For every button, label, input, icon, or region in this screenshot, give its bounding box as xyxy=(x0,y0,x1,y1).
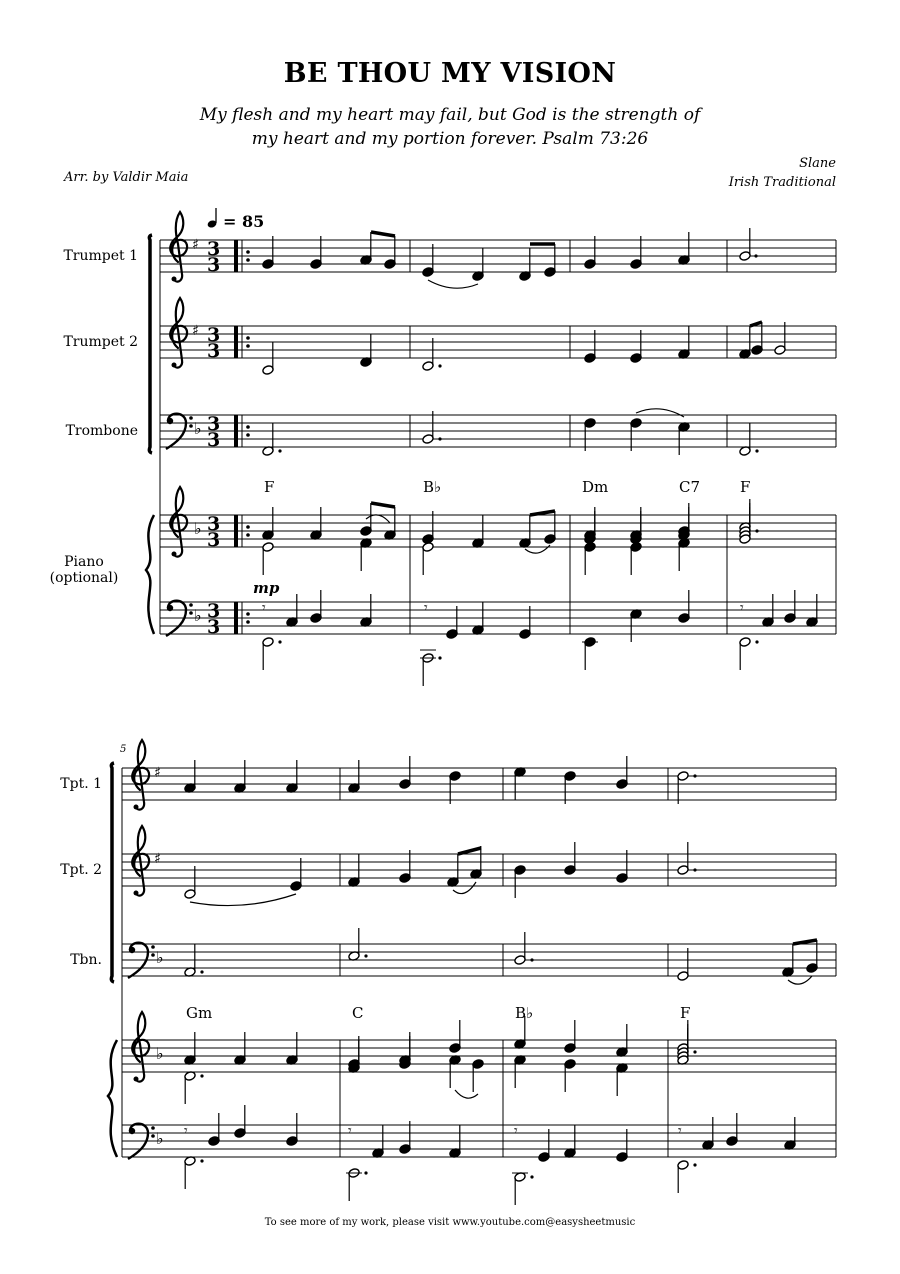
note xyxy=(422,511,434,544)
page-title: BE THOU MY VISION xyxy=(283,58,617,89)
key-signature-flat: ♭ xyxy=(194,419,202,438)
treble-clef-icon xyxy=(132,740,149,810)
time-signature-bottom: 3 xyxy=(207,340,221,362)
note xyxy=(360,232,372,265)
repeat-dot xyxy=(246,258,250,262)
repeat-dot xyxy=(246,612,250,616)
note xyxy=(184,1156,196,1189)
time-signature-top: 3 xyxy=(207,413,221,435)
key-signature-flat: ♭ xyxy=(156,948,164,967)
note xyxy=(630,609,642,642)
note xyxy=(262,542,274,575)
augmentation-dot xyxy=(364,954,367,957)
note xyxy=(519,515,531,548)
instrument-label-tpt-1: Tpt. 1 xyxy=(60,776,102,792)
note xyxy=(184,944,196,977)
augmentation-dot xyxy=(200,970,203,973)
augmentation-dot xyxy=(200,1159,203,1162)
slur xyxy=(455,1090,478,1098)
instrument-label-trombone: Trombone xyxy=(65,423,138,439)
note xyxy=(310,507,322,540)
note xyxy=(372,1125,384,1158)
subtitle-line-2: my heart and my portion forever. Psalm 73:26 xyxy=(251,129,649,149)
note xyxy=(564,1020,576,1053)
key-signature-sharp: ♯ xyxy=(154,851,161,867)
note xyxy=(739,228,751,261)
note xyxy=(286,1113,298,1146)
augmentation-dot xyxy=(530,1175,533,1178)
augmentation-dot xyxy=(278,640,281,643)
note xyxy=(544,511,556,544)
note xyxy=(360,594,372,627)
tempo-marking xyxy=(207,208,265,231)
note xyxy=(564,771,576,804)
note xyxy=(630,236,642,269)
note xyxy=(514,932,526,965)
note xyxy=(630,418,642,451)
time-signature-top: 3 xyxy=(207,513,221,535)
beam xyxy=(458,848,481,854)
augmentation-dot xyxy=(755,529,758,532)
note xyxy=(806,940,818,973)
note xyxy=(751,322,763,355)
note xyxy=(360,503,372,536)
note xyxy=(449,1125,461,1158)
note xyxy=(348,854,360,887)
note xyxy=(564,1125,576,1158)
piano-optional-label: (optional) xyxy=(49,570,119,586)
augmentation-dot xyxy=(530,958,533,961)
note xyxy=(677,948,689,981)
augmentation-dot xyxy=(755,449,758,452)
subtitle-line-1: My flesh and my heart may fail, but God is the strength of xyxy=(199,105,701,125)
instrument-label-trumpet-2: Trumpet 2 xyxy=(63,334,138,350)
instrument-label-tpt-2: Tpt. 2 xyxy=(60,862,102,878)
augmentation-dot xyxy=(200,1074,203,1077)
note xyxy=(678,422,690,455)
repeat-dot xyxy=(246,425,250,429)
time-signature-bottom: 3 xyxy=(207,429,221,451)
piano-brace xyxy=(146,515,154,634)
augmentation-dot xyxy=(755,640,758,643)
note xyxy=(399,1036,411,1069)
note xyxy=(678,326,690,359)
ensemble-bracket xyxy=(149,235,152,453)
note xyxy=(630,542,642,575)
key-signature-flat: ♭ xyxy=(194,519,202,538)
note xyxy=(677,771,689,804)
chord-symbol: F xyxy=(740,478,751,496)
note xyxy=(472,602,484,635)
beam xyxy=(793,940,817,944)
time-signature-bottom: 3 xyxy=(207,529,221,551)
note xyxy=(422,244,434,277)
note xyxy=(584,418,596,451)
note xyxy=(286,1032,298,1065)
note xyxy=(184,760,196,793)
chord-symbol: Gm xyxy=(186,1004,213,1022)
note xyxy=(782,944,794,977)
key-signature-sharp: ♯ xyxy=(154,765,161,781)
note xyxy=(184,1071,196,1104)
note xyxy=(514,1172,526,1205)
note xyxy=(678,232,690,265)
note xyxy=(784,1117,796,1150)
note xyxy=(538,1129,550,1162)
note xyxy=(616,1129,628,1162)
repeat-dot xyxy=(246,525,250,529)
chord-symbol: F xyxy=(680,1004,691,1022)
repeat-dot xyxy=(246,433,250,437)
key-signature-sharp: ♯ xyxy=(192,323,199,339)
note xyxy=(310,236,322,269)
key-signature-flat: ♭ xyxy=(194,606,202,625)
chord-symbol: F xyxy=(264,478,275,496)
note xyxy=(519,606,531,639)
note xyxy=(399,1121,411,1154)
augmentation-dot xyxy=(278,449,281,452)
slur xyxy=(428,280,478,288)
chord-symbols-system-2 xyxy=(186,1004,690,1022)
eighth-rest: 𝄾 xyxy=(424,600,428,616)
note xyxy=(564,842,576,875)
note xyxy=(630,330,642,363)
repeat-dot xyxy=(246,250,250,254)
chord-symbol: C xyxy=(352,1004,364,1022)
note xyxy=(806,594,818,627)
note xyxy=(449,771,461,804)
eighth-rest: 𝄾 xyxy=(678,1123,682,1139)
note xyxy=(739,637,751,670)
note xyxy=(262,342,274,375)
slur xyxy=(190,894,296,906)
note xyxy=(678,538,690,571)
chord-symbol: B♭ xyxy=(423,478,442,496)
note xyxy=(472,1059,484,1092)
augmentation-dot xyxy=(693,1050,696,1053)
slur xyxy=(788,976,812,984)
arranger-credit: Arr. by Valdir Maia xyxy=(64,170,189,185)
key-signature-sharp: ♯ xyxy=(192,237,199,253)
note xyxy=(449,1055,461,1088)
piano-brace xyxy=(108,1040,117,1157)
eighth-rest: 𝄾 xyxy=(262,600,266,616)
note xyxy=(677,842,689,875)
note xyxy=(208,1113,220,1146)
note xyxy=(616,850,628,883)
note xyxy=(584,236,596,269)
note xyxy=(472,515,484,548)
eighth-rest: 𝄾 xyxy=(514,1123,518,1139)
note xyxy=(310,590,322,623)
note xyxy=(262,423,274,456)
note xyxy=(348,928,360,961)
augmentation-dot xyxy=(438,437,441,440)
note xyxy=(584,511,596,544)
eighth-rest: 𝄾 xyxy=(740,600,744,616)
augmentation-dot xyxy=(438,656,441,659)
chord-symbol: C7 xyxy=(679,478,701,496)
treble-clef-icon xyxy=(132,826,149,896)
note xyxy=(360,334,372,367)
time-signature-top: 3 xyxy=(207,600,221,622)
note xyxy=(616,1024,628,1057)
instrument-label-tbn: Tbn. xyxy=(70,952,102,968)
tune-name: Slane xyxy=(799,156,836,171)
note xyxy=(739,423,751,456)
note xyxy=(449,1020,461,1053)
beam xyxy=(371,232,395,236)
note xyxy=(384,507,396,540)
eighth-rest: 𝄾 xyxy=(184,1123,188,1139)
note xyxy=(422,411,434,444)
note xyxy=(678,507,690,540)
augmentation-dot xyxy=(693,1163,696,1166)
augmentation-dot xyxy=(693,774,696,777)
note xyxy=(290,858,302,891)
note xyxy=(360,538,372,571)
piano-label: Piano xyxy=(64,554,104,570)
beam xyxy=(371,503,395,507)
note xyxy=(762,594,774,627)
augmentation-dot xyxy=(693,868,696,871)
origin: Irish Traditional xyxy=(728,175,836,190)
treble-clef-icon xyxy=(170,212,187,282)
treble-clef-icon xyxy=(132,1012,149,1082)
note xyxy=(739,326,751,359)
note xyxy=(678,590,690,623)
repeat-dot xyxy=(246,344,250,348)
beam xyxy=(750,322,762,326)
beam xyxy=(530,511,555,515)
note xyxy=(422,338,434,371)
note xyxy=(584,330,596,363)
treble-clef-icon xyxy=(170,298,187,368)
repeat-dot xyxy=(246,336,250,340)
note xyxy=(184,866,196,899)
tempo-value: = 85 xyxy=(223,212,265,231)
note xyxy=(262,637,274,670)
time-signature-bottom: 3 xyxy=(207,254,221,276)
note xyxy=(286,760,298,793)
note xyxy=(774,322,786,355)
note xyxy=(422,542,434,575)
note xyxy=(564,1059,576,1092)
note xyxy=(616,1063,628,1096)
note xyxy=(446,606,458,639)
note xyxy=(286,594,298,627)
note xyxy=(514,1055,526,1088)
note xyxy=(514,865,526,898)
repeat-dot xyxy=(246,533,250,537)
note xyxy=(544,244,556,277)
key-signature-flat: ♭ xyxy=(156,1044,164,1063)
repeat-dot xyxy=(246,620,250,624)
augmentation-dot xyxy=(438,364,441,367)
note xyxy=(616,756,628,789)
augmentation-dot xyxy=(364,1171,367,1174)
note xyxy=(234,760,246,793)
note xyxy=(514,767,526,800)
note xyxy=(348,760,360,793)
note xyxy=(447,854,459,887)
note xyxy=(384,236,396,269)
staff-lines xyxy=(122,240,836,1157)
treble-clef-icon xyxy=(170,487,187,557)
note xyxy=(234,1032,246,1065)
time-signature-bottom: 3 xyxy=(207,616,221,638)
key-signature-flat: ♭ xyxy=(156,1129,164,1148)
note xyxy=(234,1105,246,1138)
slur xyxy=(525,545,550,553)
note xyxy=(519,248,531,281)
slur xyxy=(366,515,390,523)
note xyxy=(184,1032,196,1065)
chord-symbol: B♭ xyxy=(515,1004,534,1022)
ensemble-bracket xyxy=(111,763,114,982)
slur xyxy=(636,409,684,417)
time-signature-top: 3 xyxy=(207,238,221,260)
note xyxy=(262,507,274,540)
note xyxy=(262,236,274,269)
note xyxy=(399,756,411,789)
note xyxy=(702,1117,714,1150)
time-signature-top: 3 xyxy=(207,324,221,346)
footer-note: To see more of my work, please visit www.youtube.com@easysheetmusic xyxy=(264,1217,636,1228)
note xyxy=(677,1160,689,1193)
dynamic-mp: mp xyxy=(253,579,280,597)
note xyxy=(584,542,596,575)
eighth-rest: 𝄾 xyxy=(348,1123,352,1139)
note xyxy=(348,1040,360,1073)
augmentation-dot xyxy=(754,254,757,257)
note xyxy=(630,511,642,544)
chord-symbols-system-1 xyxy=(264,478,750,496)
chord-symbol: Dm xyxy=(582,478,609,496)
note xyxy=(472,248,484,281)
measure-number: 5 xyxy=(120,744,127,755)
note xyxy=(726,1113,738,1146)
note xyxy=(399,850,411,883)
note xyxy=(784,590,796,623)
instrument-label-trumpet-1: Trumpet 1 xyxy=(63,248,138,264)
